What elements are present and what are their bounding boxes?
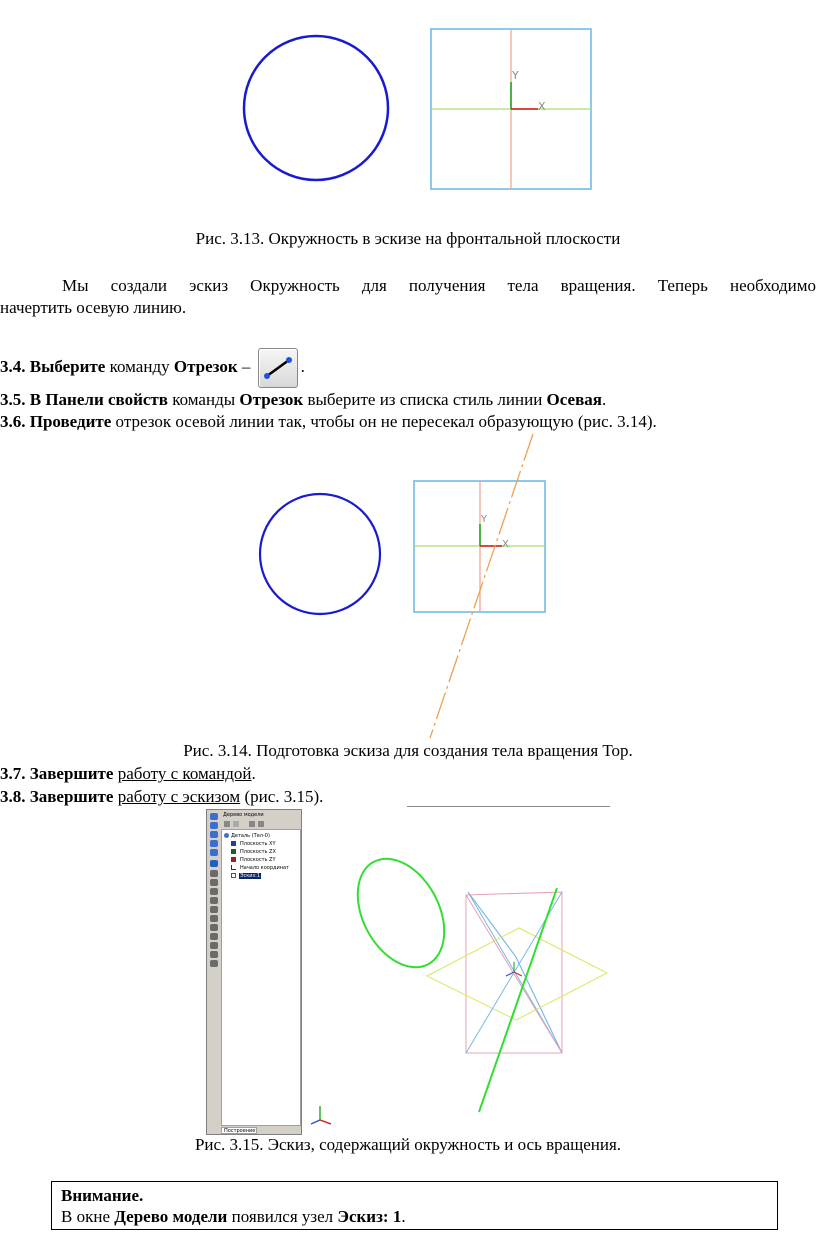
- tool-icon[interactable]: [210, 951, 218, 958]
- note-bold-1: Дерево модели: [114, 1207, 228, 1226]
- x-axis-label: X: [502, 539, 509, 550]
- step-3-8: [0, 787, 323, 807]
- model-tree-panel: [206, 809, 302, 1135]
- tree-node-part[interactable]: Деталь (Тел-0): [231, 833, 270, 839]
- y-axis-label: Y: [481, 514, 488, 525]
- step-3-4: [0, 348, 305, 388]
- paragraph-line-2: начертить осевую линию.: [0, 298, 187, 317]
- tool-icon[interactable]: [210, 879, 218, 886]
- tool-icon[interactable]: [210, 915, 218, 922]
- view-triad-x: [320, 1120, 331, 1124]
- step-3-5-verb: В Панели свойств: [29, 390, 168, 409]
- tree-header: Дерево модели: [221, 811, 301, 819]
- tree-tool-icon[interactable]: [258, 821, 264, 827]
- tool-icon[interactable]: [210, 840, 218, 847]
- tree-tool-icon[interactable]: [233, 821, 239, 827]
- tree-node-plane-xy[interactable]: Плоскость XY: [240, 841, 276, 847]
- part-icon: [224, 833, 229, 838]
- note-body: [61, 1206, 768, 1227]
- figure-3-15-top-rule: [407, 806, 610, 807]
- tool-icon[interactable]: [210, 870, 218, 877]
- tool-icon[interactable]: [210, 933, 218, 940]
- tree-toolbar: [221, 820, 301, 828]
- tool-icon[interactable]: [210, 822, 218, 829]
- tree-node-plane-zx[interactable]: Плоскость ZX: [240, 849, 276, 855]
- figure-3-15-caption: Рис. 3.15. Эскиз, содержащий окружность и ось вращения.: [194, 1135, 622, 1154]
- x-axis-label: X: [538, 100, 546, 113]
- step-3-6-text: отрезок осевой линии так, чтобы он не пересекал образующую (рис. 3.14).: [115, 412, 657, 431]
- note-text-2: появился узел: [231, 1207, 334, 1226]
- figure-3-14-caption: Рис. 3.14. Подготовка эскиза для создания тела вращения Тор.: [183, 741, 633, 760]
- note-title: Внимание.: [61, 1186, 144, 1205]
- step-3-7: [0, 764, 256, 784]
- step-3-7-verb: Завершите: [29, 764, 114, 783]
- tree-node-sketch[interactable]: Эскиз:1: [240, 873, 261, 879]
- tree-node-origin[interactable]: Начало координат: [240, 865, 289, 871]
- tool-icon[interactable]: [210, 924, 218, 931]
- tool-icon[interactable]: [210, 831, 218, 838]
- tree-tool-icon[interactable]: [224, 821, 230, 827]
- tool-icon[interactable]: [210, 960, 218, 967]
- segment-tool-button[interactable]: [258, 348, 298, 388]
- step-3-5-command: Отрезок: [239, 390, 304, 409]
- tool-icon[interactable]: [210, 860, 218, 867]
- tree-tool-icon[interactable]: [249, 821, 255, 827]
- step-3-4-dash: –: [241, 356, 251, 376]
- figure-3-15-viewport: [300, 840, 620, 1130]
- tool-icon[interactable]: [210, 813, 218, 820]
- plane-icon: [231, 849, 236, 854]
- step-3-4-text: команду: [109, 356, 170, 376]
- note-bold-2: Эскиз: 1: [337, 1207, 402, 1226]
- sketch-circle: [260, 494, 380, 614]
- intro-paragraph: [0, 275, 816, 319]
- sketch-ellipse: [340, 844, 462, 982]
- tool-icon[interactable]: [210, 888, 218, 895]
- tree-pane: [221, 829, 301, 1126]
- note-text-1: В окне: [61, 1207, 110, 1226]
- step-3-4-command: Отрезок: [173, 356, 238, 376]
- tool-icon[interactable]: [210, 849, 218, 856]
- tool-icon[interactable]: [210, 906, 218, 913]
- sketch-circle: [244, 36, 388, 180]
- paragraph-line-1: Мы создали эскиз Окружность для получения тела вращения. Теперь необходимо: [62, 276, 816, 295]
- step-3-5-text-2: выберите из списка стиль линии: [307, 390, 543, 409]
- figure-3-13: [230, 20, 610, 200]
- figure-3-14: [250, 432, 560, 742]
- step-3-4-end: .: [300, 356, 305, 376]
- step-3-5-end: .: [601, 390, 607, 409]
- figure-3-13-caption: Рис. 3.13. Окружность в эскизе на фронтальной плоскости: [195, 229, 621, 248]
- sketch-icon: [231, 873, 236, 878]
- tool-icon[interactable]: [210, 942, 218, 949]
- step-3-4-number: 3.4.: [0, 356, 26, 376]
- step-3-5: [0, 390, 606, 410]
- step-3-8-link[interactable]: работу с эскизом: [117, 787, 241, 806]
- segment-icon: [259, 349, 297, 387]
- step-3-8-number: 3.8.: [0, 787, 26, 806]
- note-end: .: [401, 1207, 406, 1226]
- tool-icon[interactable]: [210, 897, 218, 904]
- step-3-4-verb: Выберите: [29, 356, 106, 376]
- step-3-8-end: (рис. 3.15).: [244, 787, 324, 806]
- step-3-6-number: 3.6.: [0, 412, 26, 431]
- step-3-5-style: Осевая: [546, 390, 602, 409]
- step-3-6: [0, 412, 657, 432]
- step-3-7-end: .: [251, 764, 256, 783]
- step-3-8-verb: Завершите: [29, 787, 114, 806]
- step-3-6-verb: Проведите: [29, 412, 112, 431]
- step-3-7-number: 3.7.: [0, 764, 26, 783]
- axial-centerline: [430, 434, 533, 738]
- plane-icon: [231, 841, 236, 846]
- left-toolbar: [208, 811, 220, 971]
- step-3-5-number: 3.5.: [0, 390, 26, 409]
- tree-node-plane-zy[interactable]: Плоскость ZY: [240, 857, 276, 863]
- y-axis-label: Y: [512, 69, 519, 82]
- tab-construction[interactable]: Построение: [221, 1127, 257, 1134]
- attention-note: [51, 1181, 778, 1230]
- step-3-7-link[interactable]: работу с командой: [117, 764, 252, 783]
- step-3-5-text: команды: [172, 390, 236, 409]
- rotation-axis-line: [479, 888, 557, 1112]
- origin-icon: [231, 865, 236, 870]
- plane-icon: [231, 857, 236, 862]
- view-triad-z: [311, 1120, 320, 1124]
